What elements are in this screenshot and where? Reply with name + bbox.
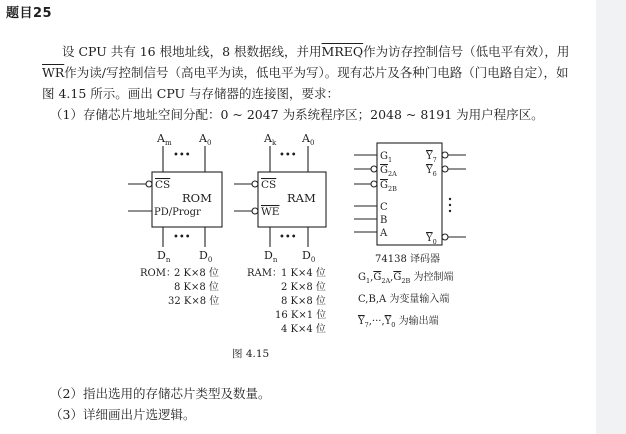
rom-label: ROM — [182, 191, 212, 205]
decoder-output-dot — [449, 204, 451, 206]
ram-data-low-label: $D_0$ — [302, 249, 316, 264]
g2b-label: $G_{2B}$ — [380, 180, 397, 193]
mreq-signal: MREQ — [321, 44, 364, 59]
ram-data-dots: ••• — [279, 232, 297, 243]
ram-addr-low-label: $A_0$ — [302, 132, 315, 147]
ram-addr-high-label: $A_k$ — [264, 132, 277, 147]
g1-label: $G_1$ — [380, 151, 393, 164]
ram-spec-item: 4 K×4 位 — [281, 324, 326, 335]
ram-cs-label: CS — [261, 179, 277, 191]
rom-addr-dots: ••• — [173, 150, 191, 161]
requirement-1: （1）存储芯片地址空间分配：0 ~ 2047 为系统程序区；2048 ~ 8191 为用户程序区。 — [50, 107, 544, 122]
input-a-label: A — [380, 228, 388, 239]
paragraph-line-1: 设 CPU 共有 16 根地址线，8 根数据线，并用MREQ作为访存控制信号（低电平有效），用 — [62, 44, 570, 59]
ram-spec-prefix: RAM： — [247, 268, 282, 279]
decoder-note-control: $G_1,G_{2A},G_{2B}$ 为控制端 — [358, 272, 454, 285]
requirement-3: （3）详细画出片选逻辑。 — [50, 407, 196, 422]
ram-data-high-label: $D_n$ — [264, 249, 278, 264]
ram-we-inversion-bubble — [252, 208, 258, 214]
rom-data-high-label: $D_n$ — [157, 249, 171, 264]
rom-spec-prefix: ROM： — [140, 268, 176, 279]
ram-spec-item: 16 K×1 位 — [275, 310, 327, 321]
decoder-note-inputs: C,B,A 为变量输入端 — [358, 294, 450, 305]
ram-we-label: WE — [261, 206, 280, 218]
figure-caption: 图 4.15 — [232, 348, 270, 360]
g2a-inversion-bubble — [371, 166, 377, 172]
input-b-label: B — [380, 215, 388, 226]
y6-label: $Y_6$ — [426, 165, 437, 178]
paragraph-line-3: 图 4.15 所示。画出 CPU 与存储器的连接图，要求： — [42, 86, 340, 101]
ram-spec-item: 2 K×8 位 — [281, 282, 326, 293]
ram-cs-inversion-bubble — [252, 181, 258, 187]
rom-spec-item: 8 K×8 位 — [174, 282, 219, 293]
page-margin-strip — [596, 0, 626, 434]
ram-addr-dots: ••• — [279, 150, 297, 161]
ram-spec-item: 1 K×4 位 — [281, 268, 326, 279]
decoder-name: 74138 译码器 — [375, 254, 440, 265]
ram-spec-item: 8 K×8 位 — [281, 296, 326, 307]
rom-spec-item: 32 K×8 位 — [168, 296, 220, 307]
y6-inversion-bubble — [442, 166, 448, 172]
question-title: 题目25 — [6, 6, 53, 21]
y0-label: $Y_0$ — [426, 233, 437, 246]
y7-label: $Y_7$ — [426, 151, 437, 164]
rom-spec-item: 2 K×8 位 — [174, 268, 219, 279]
decoder-output-dot — [449, 198, 451, 200]
input-c-label: C — [380, 202, 388, 213]
decoder-output-dot — [449, 210, 451, 212]
y7-inversion-bubble — [442, 152, 448, 158]
wr-signal: $\overline{WR}$ — [42, 65, 65, 80]
rom-addr-low-label: $A_0$ — [199, 132, 212, 147]
decoder-note-outputs: $Y_7,\cdot\cdot\cdot,Y_0$ 为输出端 — [358, 316, 439, 329]
rom-pd-label: PD/Progr — [154, 207, 201, 218]
ram-label: RAM — [287, 191, 316, 205]
rom-addr-high-label: $A_m$ — [157, 132, 172, 147]
g2a-label: $G_{2A}$ — [380, 165, 397, 178]
g2b-inversion-bubble — [371, 181, 377, 187]
rom-cs-label: CS — [155, 179, 171, 191]
y0-inversion-bubble — [442, 234, 448, 240]
rom-data-low-label: $D_0$ — [199, 249, 213, 264]
requirement-2: （2）指出选用的存储芯片类型及数量。 — [50, 386, 271, 401]
rom-data-dots: ••• — [173, 232, 191, 243]
paragraph-line-2: $\overline{WR}$作为读/写控制信号（高电平为读，低电平为写）。现有芯片及各种门电路（门电路自定），如 — [42, 65, 569, 80]
rom-cs-inversion-bubble — [146, 181, 152, 187]
